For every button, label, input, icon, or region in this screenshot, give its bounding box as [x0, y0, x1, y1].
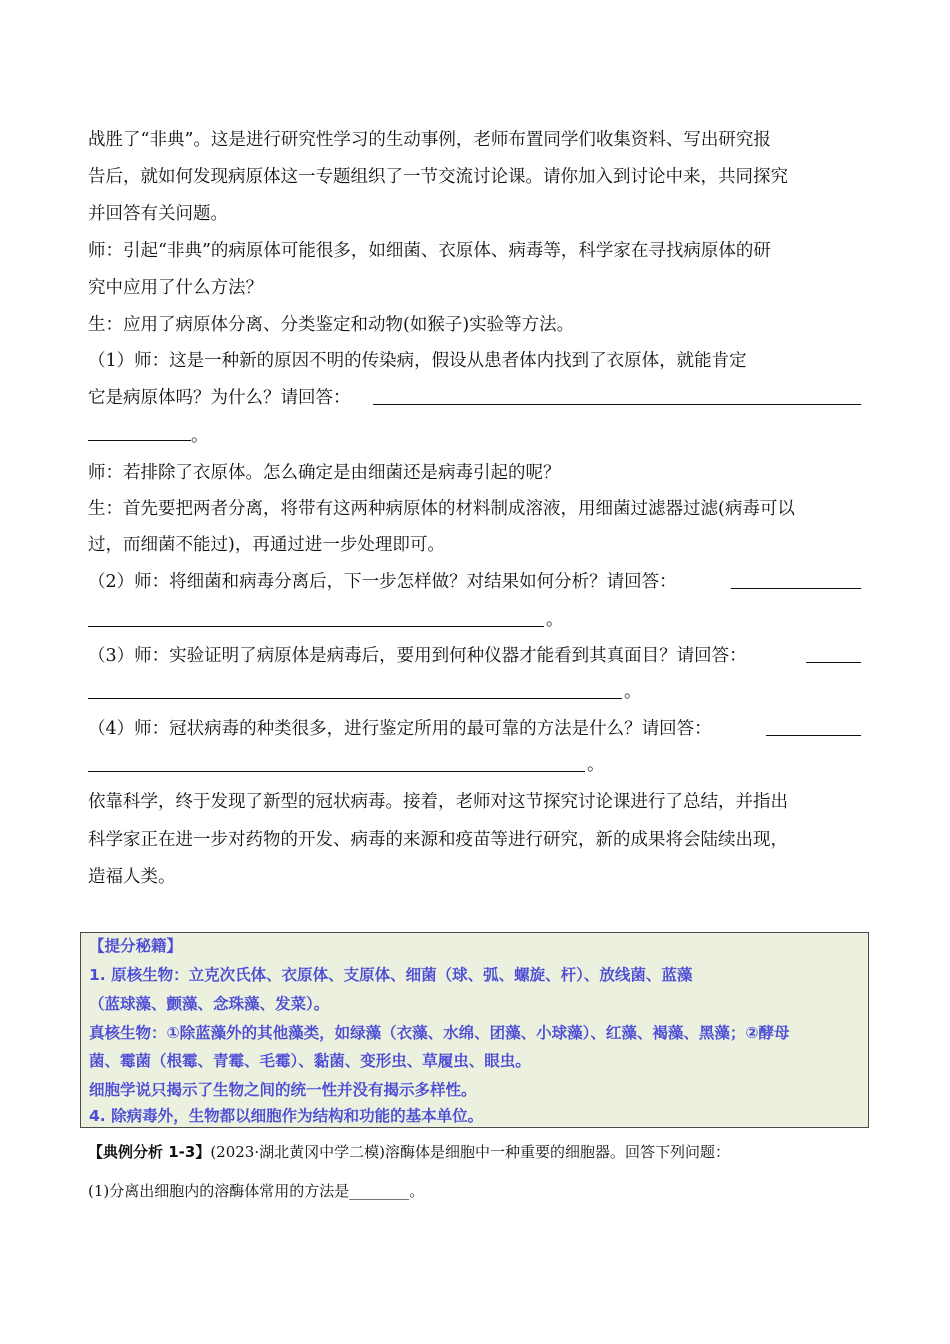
tips-line: 4. 除病毒外，生物都以细胞作为结构和功能的基本单位。	[89, 1107, 484, 1125]
period: 。	[546, 610, 564, 630]
passage-line: 告后，就如何发现病原体这一专题组织了一节交流讨论课。请你加入到讨论中来，共同探究	[88, 167, 788, 187]
tips-line: 细胞学说只揭示了生物之间的统一性并没有揭示多样性。	[89, 1081, 477, 1099]
question-3-line: （3）师：实验证明了病原体是病毒后，要用到何种仪器才能看到其真面目？请回答：	[88, 646, 747, 666]
conclusion-line: 科学家正在进一步对药物的开发、病毒的来源和疫苗等进行研究，新的成果将会陆续出现，	[88, 830, 788, 850]
passage-line: 战胜了“非典”。这是进行研究性学习的生动事例，老师布置同学们收集资料、写出研究报	[88, 130, 771, 150]
student-line: 过，而细菌不能过)，再通过进一步处理即可。	[88, 535, 445, 555]
question-1-prompt: 它是病原体吗？为什么？请回答：	[88, 388, 351, 408]
tips-line: 菌、霉菌（根霉、青霉、毛霉）、黏菌、变形虫、草履虫、眼虫。	[89, 1052, 531, 1070]
period: 。	[624, 682, 642, 702]
answer-blank-2-cont[interactable]	[88, 626, 544, 627]
teacher-line: 师：若排除了衣原体。怎么确定是由细菌还是病毒引起的呢？	[88, 463, 561, 483]
period: 。	[587, 755, 605, 775]
tips-line: 1. 原核生物：立克次氏体、衣原体、支原体、细菌（球、弧、螺旋、杆）、放线菌、蓝藻	[89, 966, 693, 984]
answer-blank-1-cont[interactable]	[88, 440, 191, 441]
question-2-line: （2）师：将细菌和病毒分离后，下一步怎样做？对结果如何分析？请回答：	[88, 572, 677, 592]
example-intro-text: (2023·湖北黄冈中学二模)溶酶体是细胞中一种重要的细胞器。回答下列问题：	[210, 1143, 730, 1161]
passage-line: 并回答有关问题。	[88, 204, 228, 224]
answer-blank-2[interactable]	[731, 588, 861, 589]
tips-box	[80, 932, 869, 1128]
tips-line: 真核生物：①除蓝藻外的其他藻类，如绿藻（衣藻、水绵、团藻、小球藻）、红藻、褐藻、黑藻；②酵母	[89, 1024, 790, 1042]
example-intro	[88, 1142, 730, 1162]
question-1-line: （1）师：这是一种新的原因不明的传染病，假设从患者体内找到了衣原体，就能肯定	[88, 351, 747, 371]
conclusion-line: 造福人类。	[88, 867, 176, 887]
answer-blank-4[interactable]	[766, 735, 861, 736]
question-1-line	[88, 387, 863, 409]
tips-title: 【提分秘籍】	[89, 937, 183, 955]
answer-blank-3[interactable]	[806, 662, 861, 663]
student-line: 生：首先要把两者分离，将带有这两种病原体的材料制成溶液，用细菌过滤器过滤(病毒可以	[88, 499, 795, 519]
tips-line: （蓝球藻、颤藻、念珠藻、发菜）。	[89, 995, 330, 1013]
answer-blank-4-cont[interactable]	[88, 771, 585, 772]
example-question-1: (1)分离出细胞内的溶酶体常用的方法是________。	[88, 1182, 425, 1200]
teacher-line: 师：引起“非典”的病原体可能很多，如细菌、衣原体、病毒等，科学家在寻找病原体的研	[88, 241, 771, 261]
question-4-line: （4）师：冠状病毒的种类很多，进行鉴定所用的最可靠的方法是什么？请回答：	[88, 719, 712, 739]
conclusion-line: 依靠科学，终于发现了新型的冠状病毒。接着，老师对这节探究讨论课进行了总结，并指出	[88, 792, 788, 812]
answer-blank-3-cont[interactable]	[88, 698, 622, 699]
example-label: 【典例分析 1-3】	[88, 1143, 211, 1161]
answer-blank-1[interactable]	[373, 404, 861, 405]
period: 。	[191, 426, 209, 446]
teacher-line: 究中应用了什么方法？	[88, 278, 263, 298]
student-line: 生：应用了病原体分离、分类鉴定和动物(如猴子)实验等方法。	[88, 315, 575, 335]
